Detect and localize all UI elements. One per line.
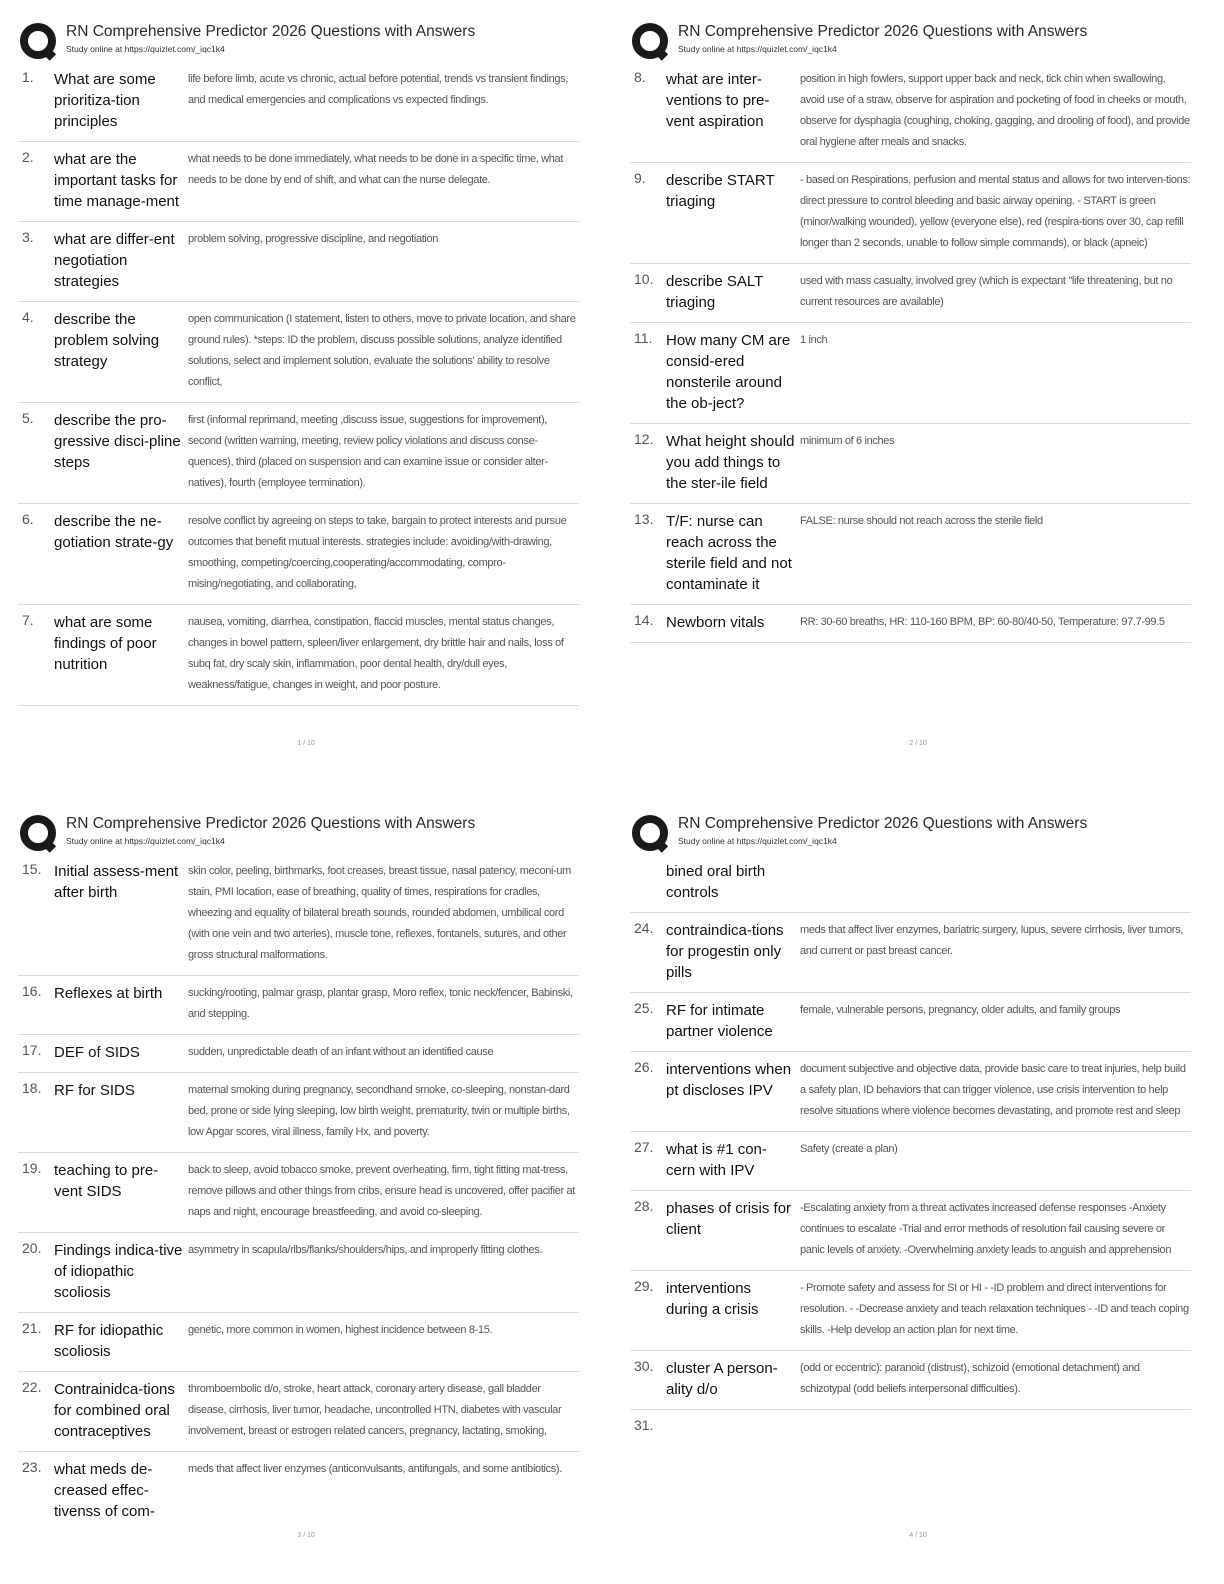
qa-row — [18, 1313, 579, 1372]
qa-row — [18, 605, 579, 706]
qa-row — [18, 976, 579, 1035]
question-text — [666, 1417, 796, 1433]
answer-text: what needs to be done immediately, what needs to be done in a specific time, what needs to be done by end of shift, and what can the nurse delegate. — [188, 153, 564, 186]
question-text: DEF of SIDS — [54, 1044, 140, 1061]
answer-text: female, vulnerable persons, pregnancy, older adults, and family groups — [800, 1004, 1121, 1016]
qa-row — [18, 504, 579, 605]
answer-text: asymmetry in scapula/ribs/flanks/shoulders/hips, and improperly fitting clothes. — [188, 1244, 543, 1256]
answer-text: sucking/rooting, palmar grasp, plantar grasp, Moro reflex, tonic neck/fencer, Babinski, and stepping. — [188, 987, 573, 1020]
row-number: 28. — [634, 1198, 654, 1214]
row-number: 9. — [634, 170, 646, 186]
row-number: 14. — [634, 612, 654, 628]
quizlet-logo-icon — [630, 814, 670, 854]
row-number: 23. — [22, 1459, 42, 1475]
answer-text — [796, 1417, 1191, 1433]
answer-text: genetic, more common in women, highest incidence between 8-15. — [188, 1324, 493, 1336]
row-number: 30. — [634, 1358, 654, 1374]
qa-row — [18, 1452, 579, 1531]
qa-row — [630, 993, 1191, 1052]
qa-row — [630, 1132, 1191, 1191]
answer-text: (odd or eccentric): paranoid (distrust), schizoid (emotional detachment) and schizotypal (odd beliefs interpersonal difficulties). — [800, 1362, 1140, 1395]
qa-row — [18, 1372, 579, 1452]
answer-text: problem solving, progressive discipline, and negotiation — [188, 233, 439, 245]
row-number: 27. — [634, 1139, 654, 1155]
qa-row — [630, 1351, 1191, 1410]
qa-row — [18, 1233, 579, 1313]
row-number: 1. — [22, 69, 34, 85]
qa-row-continuation — [630, 854, 1191, 913]
row-number: 13. — [634, 511, 654, 527]
answer-text: resolve conflict by agreeing on steps to take, bargain to protect interests and pursue outcomes that benefit mutual interests. strategies include: avoiding/with-drawing, smoothing, competing/coercing,cooperating/accommodating, compro-mising/negotiating, and collaborating, — [188, 515, 567, 590]
qa-row — [18, 1073, 579, 1153]
row-number: 31. — [634, 1417, 654, 1433]
question-text: describe the ne-gotiation strate-gy — [54, 513, 174, 551]
question-text: Findings indica-tive of idiopathic scoliosis — [54, 1242, 183, 1301]
page-number: 1 / 10 — [297, 740, 315, 747]
study-online-link[interactable]: Study online at https://quizlet.com/_iqc1k4 — [678, 44, 837, 54]
qa-row — [18, 854, 579, 976]
row-number: 8. — [634, 69, 646, 85]
question-text: interventions when pt discloses IPV — [666, 1061, 792, 1099]
quizlet-logo-icon — [630, 22, 670, 62]
qa-row — [630, 913, 1191, 993]
row-number: 19. — [22, 1160, 42, 1176]
row-number: 20. — [22, 1240, 42, 1256]
answer-text: - Promote safety and assess for SI or HI - -ID problem and direct interventions for resolution. - -Decrease anxiety and teach relaxation techniques - -ID and teach coping skills. -Help develop an action plan for next time. — [800, 1282, 1189, 1336]
row-number: 5. — [22, 410, 34, 426]
question-text: How many CM are consid-ered nonsterile around the ob-ject? — [666, 332, 791, 412]
qa-row — [18, 1153, 579, 1233]
qa-row — [630, 323, 1191, 424]
question-text: describe the pro-gressive disci-pline steps — [54, 412, 181, 471]
question-text: what are inter-ventions to pre-vent aspiration — [666, 71, 770, 130]
qa-row — [18, 403, 579, 504]
document-page — [0, 792, 612, 1584]
page-number: 2 / 10 — [909, 740, 927, 747]
qa-row — [630, 1271, 1191, 1351]
question-text: describe START triaging — [666, 172, 775, 210]
answer-text: - based on Respirations, perfusion and mental status and allows for two interven-tions: direct pressure to control bleeding and basic airway opening. - START is green (minor/walking wounded), yellow (everyone else), red (respira-tions over 30, cap refill longer than 2 seconds, unable to follow simple commands), or black (apneic) — [800, 174, 1191, 249]
answer-text: meds that affect liver enzymes, bariatric surgery, lupus, severe cirrhosis, liver tumors, and current or past breast cancer. — [800, 924, 1183, 957]
qa-row — [630, 163, 1191, 264]
answer-text: thromboembolic d/o, stroke, heart attack, coronary artery disease, gall bladder disease, cirrhosis, liver tumor, headache, uncontrolled HTN, diabetes with vascular involvement, breast or estrogen related cancers, pregnancy, lactating, smoking, — [188, 1383, 562, 1437]
quizlet-logo-icon — [18, 22, 58, 62]
row-number: 24. — [634, 920, 654, 936]
answer-text: life before limb, acute vs chronic, actual before potential, trends vs transient findings, and medical emergencies and complications vs expected findings. — [188, 73, 568, 106]
answer-text: Safety (create a plan) — [800, 1143, 898, 1155]
row-number: 22. — [22, 1379, 42, 1395]
qa-row — [18, 222, 579, 302]
answer-text: 1 inch — [800, 334, 828, 346]
answer-text: meds that affect liver enzymes (anticonvulsants, antifungals, and some antibiotics). — [188, 1463, 562, 1475]
page-number: 4 / 10 — [909, 1532, 927, 1539]
question-text: What height should you add things to the ster-ile field — [666, 433, 795, 492]
qa-row — [630, 424, 1191, 504]
document-page — [612, 792, 1224, 1584]
row-number: 17. — [22, 1042, 42, 1058]
answer-text: open communication (I statement, listen to others, move to private location, and share ground rules). *steps: ID the problem, discuss possible solutions, analyze identified solutions, select and implement solution, evaluate the solutions' ability to resolve conflict, — [188, 313, 576, 388]
qa-list — [630, 62, 1191, 643]
answer-text: back to sleep, avoid tobacco smoke, prevent overheating, firm, tight fitting mat-tress, remove pillows and other things from cribs, ensure head is uncovered, offer pacifier at naps and night, encourage breastfeeding, and avoid co-sleeping. — [188, 1164, 575, 1218]
study-online-link[interactable]: Study online at https://quizlet.com/_iqc1k4 — [66, 44, 225, 54]
row-number: 11. — [634, 330, 653, 346]
qa-row — [18, 62, 579, 142]
qa-row — [630, 1052, 1191, 1132]
question-text: what are the important tasks for time manage-ment — [54, 151, 180, 210]
question-text: RF for idiopathic scoliosis — [54, 1322, 164, 1360]
question-text: Initial assess-ment after birth — [54, 863, 179, 901]
row-number: 15. — [22, 861, 42, 877]
answer-text: first (informal reprimand, meeting ,discuss issue, suggestions for improvement), second (written warning, meeting, review policy violations and discuss conse-quences), third (placed on suspension and can examine issue or consider alter-natives), fourth (employee termination). — [188, 414, 548, 489]
question-text: Newborn vitals — [666, 614, 765, 631]
row-number: 26. — [634, 1059, 654, 1075]
qa-row — [630, 264, 1191, 323]
row-number: 21. — [22, 1320, 42, 1336]
answer-text: sudden, unpredictable death of an infant without an identified cause — [188, 1046, 494, 1058]
document-title: RN Comprehensive Predictor 2026 Questions with Answers — [66, 23, 476, 40]
row-number: 16. — [22, 983, 42, 999]
question-text: Contrainidca-tions for combined oral contraceptives — [54, 1381, 175, 1440]
answer-text: -Escalating anxiety from a threat activates increased defense responses -Anxiety continues to escalate -Trial and error methods of resolution fail causing severe or panic levels of anxiety. -Overwhelming anxiety leads to anguish and apprehension — [800, 1202, 1172, 1256]
row-number: 29. — [634, 1278, 654, 1294]
question-text: contraindica-tions for progestin only pills — [666, 922, 784, 981]
question-text: phases of crisis for client — [666, 1200, 792, 1238]
quizlet-logo-icon — [18, 814, 58, 854]
question-text: bined oral birth controls — [666, 863, 766, 901]
question-text: interventions during a crisis — [666, 1280, 759, 1318]
question-text: what are differ-ent negotiation strategies — [54, 231, 175, 290]
question-text: RF for intimate partner violence — [666, 1002, 773, 1040]
study-online-link[interactable]: Study online at https://quizlet.com/_iqc1k4 — [66, 836, 225, 846]
answer-text: RR: 30-60 breaths, HR: 110-160 BPM, BP: 60-80/40-50, Temperature: 97.7-99.5 — [800, 616, 1165, 628]
question-text: T/F: nurse can reach across the sterile field and not contaminate it — [666, 513, 792, 593]
study-online-link[interactable]: Study online at https://quizlet.com/_iqc1k4 — [678, 836, 837, 846]
document-title: RN Comprehensive Predictor 2026 Questions with Answers — [66, 815, 476, 832]
answer-text: FALSE: nurse should not reach across the sterile field — [800, 515, 1043, 527]
row-number: 6. — [22, 511, 34, 527]
row-number: 10. — [634, 271, 654, 287]
answer-text: maternal smoking during pregnancy, secondhand smoke, co-sleeping, nonstan-dard bed, prone or side lying sleeping, low birth weight, prematurity, twin or multiple births, low Apgar scores, viral illness, family Hx, and poverty. — [188, 1084, 570, 1138]
question-text: describe the problem solving strategy — [54, 311, 160, 370]
document-page — [0, 0, 612, 792]
row-number: 3. — [22, 229, 34, 245]
row-number: 7. — [22, 612, 34, 628]
question-text: what are some findings of poor nutrition — [54, 614, 157, 673]
question-text: describe SALT triaging — [666, 273, 763, 311]
question-text: What are some prioritiza-tion principles — [54, 71, 156, 130]
qa-row — [18, 302, 579, 403]
qa-row — [630, 1410, 1191, 1442]
question-text: Reflexes at birth — [54, 985, 163, 1002]
question-text: RF for SIDS — [54, 1082, 135, 1099]
qa-row — [630, 504, 1191, 605]
row-number: 25. — [634, 1000, 654, 1016]
qa-row — [18, 1035, 579, 1073]
answer-text: minimum of 6 inches — [800, 435, 895, 447]
qa-row — [18, 142, 579, 222]
question-text: what meds de-creased effec-tivenss of com- — [54, 1461, 155, 1520]
answer-text: position in high fowlers, support upper back and neck, tick chin when swallowing, avoid use of a straw, observe for aspiration and pocketing of food in cheeks or mouth, observe for dysphagia (coughing, choking, gagging, and drooling of food), and provide oral hygiene after meals and snacks. — [800, 73, 1190, 148]
answer-text: used with mass casualty, involved grey (which is expectant "life threatening, but no current resources are available) — [800, 275, 1173, 308]
qa-row — [630, 62, 1191, 163]
answer-text: nausea, vomiting, diarrhea, constipation, flaccid muscles, mental status changes, changes in bowel pattern, spleen/liver enlargement, dry brittle hair and nails, loss of subq fat, dry scaly skin, inflammation, poor dental health, dry/dull eyes, weakness/fatigue, changes in weight, and poor posture. — [188, 616, 564, 691]
qa-row — [630, 1191, 1191, 1271]
qa-list — [18, 62, 579, 706]
question-text: what is #1 con-cern with IPV — [666, 1141, 767, 1179]
document-title: RN Comprehensive Predictor 2026 Questions with Answers — [678, 815, 1088, 832]
row-number: 4. — [22, 309, 34, 325]
qa-row — [630, 605, 1191, 643]
qa-list — [18, 854, 579, 1531]
page-number: 3 / 10 — [297, 1532, 315, 1539]
document-title: RN Comprehensive Predictor 2026 Questions with Answers — [678, 23, 1088, 40]
question-text: cluster A person-ality d/o — [666, 1360, 778, 1398]
answer-text: skin color, peeling, birthmarks, foot creases, breast tissue, nasal patency, meconi-um stain, PMI location, ease of breathing, quality of times, respirations for cradles, wheezing and equality of bilateral breath sounds, rounded abdomen, umbilical cord (with one vein and two arteries), muscle tone, reflexes, fontanels, sutures, and other gross structural malformations. — [188, 865, 571, 961]
row-number: 18. — [22, 1080, 42, 1096]
answer-text: document subjective and objective data, provide basic care to treat injuries, help build a safety plan, ID behaviors that can trigger violence, use crisis intervention to help resolve situations where violence becomes devastating, and promote rest and sleep — [800, 1063, 1186, 1117]
row-number: 12. — [634, 431, 654, 447]
question-text: teaching to pre-vent SIDS — [54, 1162, 159, 1200]
row-number: 2. — [22, 149, 34, 165]
document-page — [612, 0, 1224, 792]
qa-list — [630, 854, 1191, 1442]
